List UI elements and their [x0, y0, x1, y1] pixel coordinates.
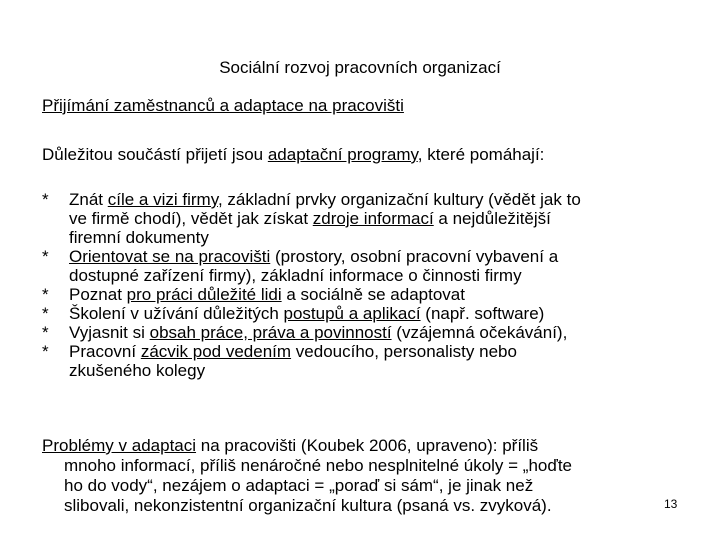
text: Školení v užívání důležitých — [69, 304, 284, 323]
list-item-line — [69, 342, 682, 361]
list-item-line — [69, 323, 682, 342]
bullet-list — [42, 190, 682, 380]
text: , základní prvky organizační kultury (vědět jak to — [217, 190, 581, 209]
underlined-term: obsah práce, práva a povinností — [149, 323, 392, 342]
text: Poznat — [69, 285, 127, 304]
underlined-term: zdroje informací — [312, 209, 434, 228]
intro-text-pre: Důležitou součástí přijetí jsou — [42, 145, 268, 164]
intro-text-post: , které pomáhají: — [417, 145, 545, 164]
list-item — [42, 304, 682, 323]
problems-line — [42, 436, 672, 456]
bullet-marker: * — [42, 285, 49, 304]
list-item-line — [69, 247, 682, 266]
list-item — [42, 247, 682, 285]
text: a sociálně se adaptovat — [281, 285, 465, 304]
underlined-term: cíle a vizi firmy — [107, 190, 218, 209]
underlined-term: Problémy v adaptaci — [42, 436, 197, 455]
page-number: 13 — [664, 497, 678, 511]
list-item-line — [69, 190, 682, 209]
text: vedoucího, personalisty nebo — [291, 342, 517, 361]
list-item-line: firemní dokumenty — [69, 228, 209, 247]
list-item-line — [69, 285, 682, 304]
bullet-marker: * — [42, 323, 49, 342]
text: Pracovní — [69, 342, 141, 361]
list-item — [42, 190, 682, 247]
list-item-line — [69, 209, 682, 228]
list-item — [42, 342, 682, 380]
problems-line: ho do vody“, nezájem o adaptaci = „poraď si sám“, je jinak než — [64, 476, 534, 495]
bullet-marker: * — [42, 190, 49, 209]
bullet-marker: * — [42, 304, 49, 323]
text: (např. software) — [420, 304, 545, 323]
underlined-term: postupů a aplikací — [283, 304, 421, 323]
intro-paragraph — [42, 145, 544, 165]
text: ve firmě chodí), vědět jak získat — [69, 209, 313, 228]
text: Vyjasnit si — [69, 323, 150, 342]
underlined-term: Orientovat se na pracovišti — [69, 247, 271, 266]
list-item-line: zkušeného kolegy — [69, 361, 206, 380]
text: Znát — [69, 190, 108, 209]
bullet-marker: * — [42, 342, 49, 361]
list-item-line: dostupné zařízení firmy), základní informace o činnosti firmy — [69, 266, 522, 285]
list-item-line — [69, 304, 682, 323]
slide-title: Sociální rozvoj pracovních organizací — [219, 58, 501, 77]
text: a nejdůležitější — [433, 209, 551, 228]
problems-paragraph — [42, 436, 672, 516]
underlined-term: pro práci důležité lidi — [126, 285, 282, 304]
text: (prostory, osobní pracovní vybavení a — [270, 247, 559, 266]
slide-subtitle: Přijímání zaměstnanců a adaptace na pracovišti — [42, 96, 404, 115]
list-item — [42, 285, 682, 304]
intro-underlined-term: adaptační programy — [267, 145, 418, 164]
text: (vzájemná očekávání), — [391, 323, 568, 342]
underlined-term: zácvik pod vedením — [140, 342, 292, 361]
bullet-marker: * — [42, 247, 49, 266]
text: na pracovišti (Koubek 2006, upraveno): příliš — [196, 436, 539, 455]
problems-line: slibovali, nekonzistentní organizační kultura (psaná vs. zvyková). — [64, 496, 552, 515]
list-item — [42, 323, 682, 342]
problems-line: mnoho informací, příliš nenáročné nebo nesplnitelné úkoly = „hoďte — [64, 456, 572, 475]
